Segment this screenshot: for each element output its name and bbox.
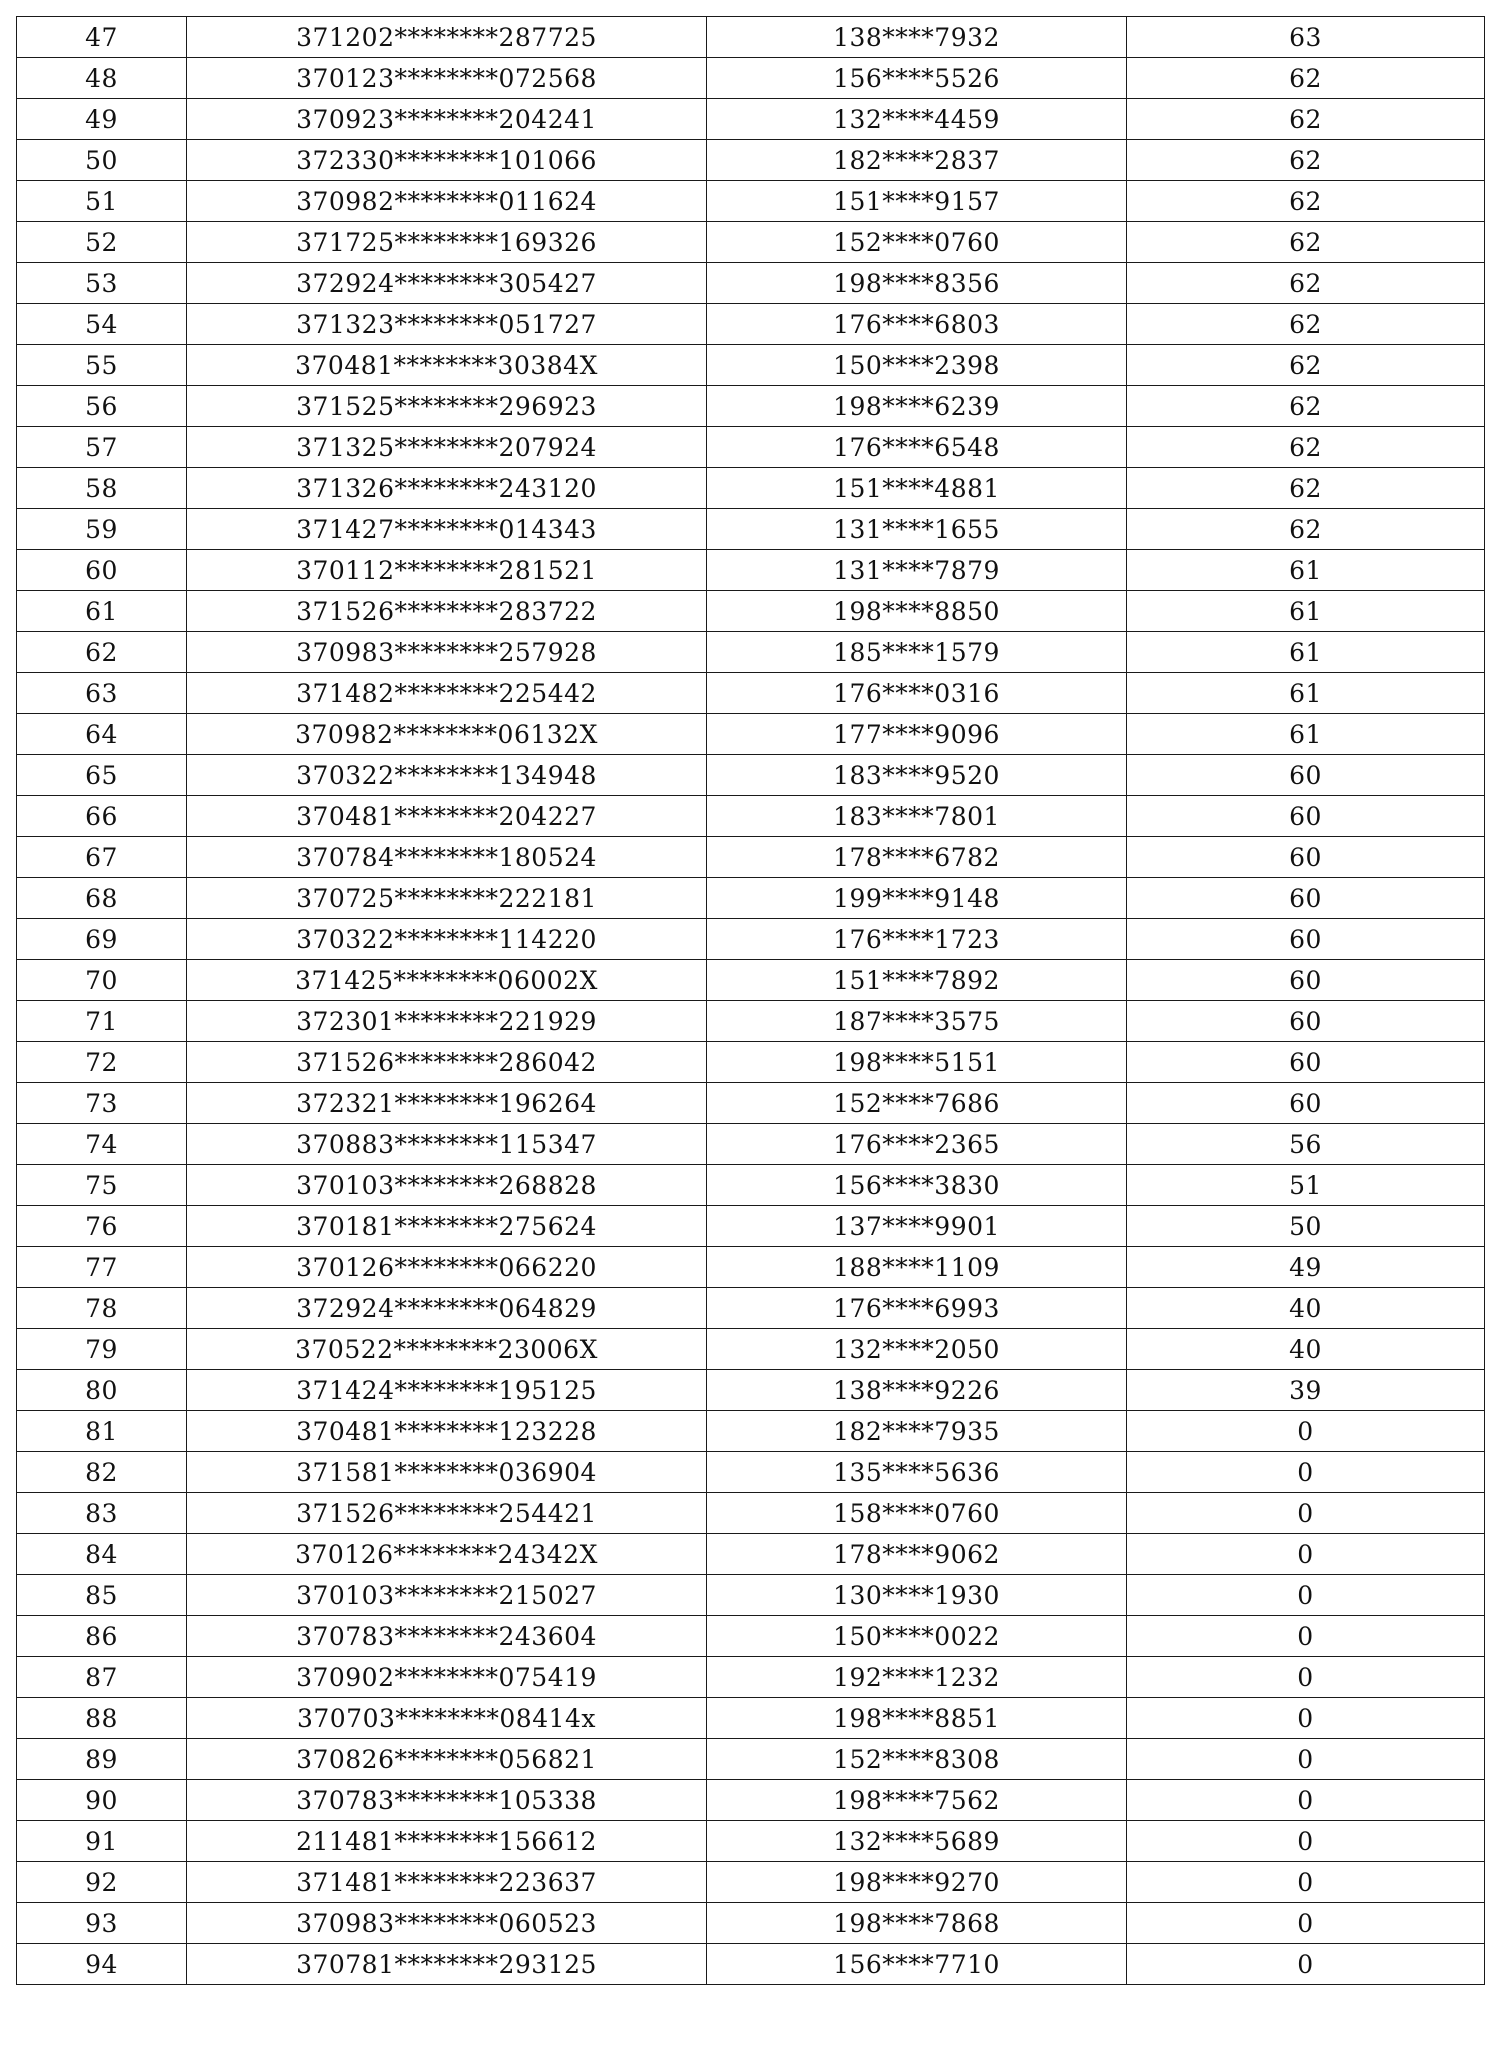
- table-row: [17, 1657, 1485, 1698]
- cell-id-number: 370902********075419: [187, 1657, 707, 1698]
- cell-phone: 176****1723: [707, 919, 1127, 960]
- cell-score: 62: [1127, 509, 1485, 550]
- cell-id-number: 372924********064829: [187, 1288, 707, 1329]
- table-row: [17, 58, 1485, 99]
- cell-id-number: 371323********051727: [187, 304, 707, 345]
- cell-row-number: 72: [17, 1042, 187, 1083]
- cell-id-number: 372924********305427: [187, 263, 707, 304]
- cell-id-number: 370126********066220: [187, 1247, 707, 1288]
- table-row: [17, 1452, 1485, 1493]
- cell-row-number: 54: [17, 304, 187, 345]
- cell-row-number: 93: [17, 1903, 187, 1944]
- table-row: [17, 837, 1485, 878]
- cell-id-number: 372330********101066: [187, 140, 707, 181]
- table-row: [17, 1124, 1485, 1165]
- cell-score: 0: [1127, 1452, 1485, 1493]
- cell-row-number: 59: [17, 509, 187, 550]
- cell-row-number: 67: [17, 837, 187, 878]
- cell-row-number: 76: [17, 1206, 187, 1247]
- cell-phone: 132****2050: [707, 1329, 1127, 1370]
- cell-row-number: 53: [17, 263, 187, 304]
- cell-row-number: 49: [17, 99, 187, 140]
- cell-phone: 198****7868: [707, 1903, 1127, 1944]
- cell-score: 61: [1127, 673, 1485, 714]
- cell-row-number: 88: [17, 1698, 187, 1739]
- cell-row-number: 56: [17, 386, 187, 427]
- cell-id-number: 370481********204227: [187, 796, 707, 837]
- cell-id-number: 370481********30384X: [187, 345, 707, 386]
- table-row: [17, 1780, 1485, 1821]
- cell-score: 62: [1127, 263, 1485, 304]
- cell-phone: 177****9096: [707, 714, 1127, 755]
- cell-id-number: 370923********204241: [187, 99, 707, 140]
- cell-id-number: 372301********221929: [187, 1001, 707, 1042]
- cell-id-number: 371202********287725: [187, 17, 707, 58]
- cell-phone: 138****9226: [707, 1370, 1127, 1411]
- table-row: [17, 550, 1485, 591]
- cell-row-number: 94: [17, 1944, 187, 1985]
- cell-phone: 183****7801: [707, 796, 1127, 837]
- cell-phone: 198****8851: [707, 1698, 1127, 1739]
- cell-phone: 158****0760: [707, 1493, 1127, 1534]
- cell-score: 40: [1127, 1329, 1485, 1370]
- cell-score: 62: [1127, 99, 1485, 140]
- cell-row-number: 77: [17, 1247, 187, 1288]
- table-row: [17, 878, 1485, 919]
- cell-score: 0: [1127, 1944, 1485, 1985]
- cell-phone: 152****7686: [707, 1083, 1127, 1124]
- table-row: [17, 1862, 1485, 1903]
- cell-score: 61: [1127, 632, 1485, 673]
- cell-row-number: 68: [17, 878, 187, 919]
- table-row: [17, 345, 1485, 386]
- cell-score: 39: [1127, 1370, 1485, 1411]
- table-row: [17, 1616, 1485, 1657]
- cell-phone: 176****0316: [707, 673, 1127, 714]
- cell-phone: 152****8308: [707, 1739, 1127, 1780]
- cell-row-number: 62: [17, 632, 187, 673]
- cell-score: 0: [1127, 1534, 1485, 1575]
- cell-phone: 156****7710: [707, 1944, 1127, 1985]
- table-row: [17, 17, 1485, 58]
- cell-id-number: 371581********036904: [187, 1452, 707, 1493]
- table-body: [17, 17, 1485, 1985]
- table-row: [17, 919, 1485, 960]
- table-row: [17, 1001, 1485, 1042]
- cell-row-number: 80: [17, 1370, 187, 1411]
- table-row: [17, 1903, 1485, 1944]
- cell-score: 62: [1127, 181, 1485, 222]
- table-row: [17, 960, 1485, 1001]
- cell-row-number: 85: [17, 1575, 187, 1616]
- cell-phone: 151****4881: [707, 468, 1127, 509]
- table-row: [17, 1288, 1485, 1329]
- cell-score: 51: [1127, 1165, 1485, 1206]
- cell-row-number: 84: [17, 1534, 187, 1575]
- table-row: [17, 1739, 1485, 1780]
- cell-score: 60: [1127, 1083, 1485, 1124]
- cell-phone: 187****3575: [707, 1001, 1127, 1042]
- cell-row-number: 75: [17, 1165, 187, 1206]
- cell-phone: 176****6803: [707, 304, 1127, 345]
- cell-row-number: 79: [17, 1329, 187, 1370]
- table-row: [17, 181, 1485, 222]
- cell-phone: 182****7935: [707, 1411, 1127, 1452]
- cell-score: 0: [1127, 1903, 1485, 1944]
- table-row: [17, 427, 1485, 468]
- cell-id-number: 370103********215027: [187, 1575, 707, 1616]
- cell-id-number: 371526********286042: [187, 1042, 707, 1083]
- cell-row-number: 73: [17, 1083, 187, 1124]
- cell-id-number: 370983********257928: [187, 632, 707, 673]
- cell-phone: 199****9148: [707, 878, 1127, 919]
- table-row: [17, 714, 1485, 755]
- cell-phone: 156****5526: [707, 58, 1127, 99]
- cell-score: 62: [1127, 58, 1485, 99]
- table-row: [17, 263, 1485, 304]
- cell-id-number: 370126********24342X: [187, 1534, 707, 1575]
- cell-row-number: 71: [17, 1001, 187, 1042]
- table-row: [17, 1370, 1485, 1411]
- cell-row-number: 63: [17, 673, 187, 714]
- cell-row-number: 81: [17, 1411, 187, 1452]
- cell-phone: 183****9520: [707, 755, 1127, 796]
- cell-score: 0: [1127, 1780, 1485, 1821]
- table-row: [17, 796, 1485, 837]
- table-row: [17, 673, 1485, 714]
- cell-id-number: 370982********011624: [187, 181, 707, 222]
- cell-score: 62: [1127, 468, 1485, 509]
- table-row: [17, 386, 1485, 427]
- cell-score: 63: [1127, 17, 1485, 58]
- cell-row-number: 64: [17, 714, 187, 755]
- cell-phone: 151****7892: [707, 960, 1127, 1001]
- cell-id-number: 372321********196264: [187, 1083, 707, 1124]
- cell-id-number: 370784********180524: [187, 837, 707, 878]
- cell-row-number: 60: [17, 550, 187, 591]
- cell-score: 0: [1127, 1862, 1485, 1903]
- cell-score: 0: [1127, 1657, 1485, 1698]
- cell-row-number: 90: [17, 1780, 187, 1821]
- cell-row-number: 65: [17, 755, 187, 796]
- cell-score: 60: [1127, 878, 1485, 919]
- cell-phone: 132****5689: [707, 1821, 1127, 1862]
- cell-phone: 152****0760: [707, 222, 1127, 263]
- cell-score: 62: [1127, 386, 1485, 427]
- cell-phone: 131****1655: [707, 509, 1127, 550]
- cell-id-number: 370123********072568: [187, 58, 707, 99]
- cell-row-number: 48: [17, 58, 187, 99]
- cell-phone: 150****2398: [707, 345, 1127, 386]
- cell-row-number: 89: [17, 1739, 187, 1780]
- cell-score: 60: [1127, 919, 1485, 960]
- cell-row-number: 82: [17, 1452, 187, 1493]
- cell-score: 60: [1127, 960, 1485, 1001]
- cell-row-number: 50: [17, 140, 187, 181]
- cell-score: 0: [1127, 1698, 1485, 1739]
- cell-score: 62: [1127, 304, 1485, 345]
- cell-id-number: 370983********060523: [187, 1903, 707, 1944]
- cell-row-number: 70: [17, 960, 187, 1001]
- cell-score: 0: [1127, 1821, 1485, 1862]
- cell-row-number: 52: [17, 222, 187, 263]
- cell-id-number: 371482********225442: [187, 673, 707, 714]
- cell-phone: 176****6548: [707, 427, 1127, 468]
- cell-id-number: 370322********114220: [187, 919, 707, 960]
- cell-phone: 151****9157: [707, 181, 1127, 222]
- cell-row-number: 92: [17, 1862, 187, 1903]
- cell-row-number: 74: [17, 1124, 187, 1165]
- cell-row-number: 61: [17, 591, 187, 632]
- table-row: [17, 222, 1485, 263]
- cell-score: 60: [1127, 837, 1485, 878]
- cell-score: 50: [1127, 1206, 1485, 1247]
- score-table: [16, 16, 1485, 1985]
- table-row: [17, 1329, 1485, 1370]
- cell-phone: 135****5636: [707, 1452, 1127, 1493]
- table-row: [17, 1206, 1485, 1247]
- cell-score: 60: [1127, 796, 1485, 837]
- cell-row-number: 55: [17, 345, 187, 386]
- cell-id-number: 211481********156612: [187, 1821, 707, 1862]
- cell-row-number: 57: [17, 427, 187, 468]
- cell-score: 0: [1127, 1411, 1485, 1452]
- cell-phone: 198****9270: [707, 1862, 1127, 1903]
- cell-score: 61: [1127, 591, 1485, 632]
- cell-id-number: 371325********207924: [187, 427, 707, 468]
- cell-score: 62: [1127, 427, 1485, 468]
- cell-id-number: 370703********08414x: [187, 1698, 707, 1739]
- cell-phone: 198****5151: [707, 1042, 1127, 1083]
- cell-id-number: 370783********105338: [187, 1780, 707, 1821]
- cell-phone: 178****6782: [707, 837, 1127, 878]
- table-row: [17, 468, 1485, 509]
- cell-phone: 192****1232: [707, 1657, 1127, 1698]
- table-row: [17, 1247, 1485, 1288]
- cell-id-number: 371326********243120: [187, 468, 707, 509]
- cell-phone: 178****9062: [707, 1534, 1127, 1575]
- cell-id-number: 370522********23006X: [187, 1329, 707, 1370]
- cell-score: 49: [1127, 1247, 1485, 1288]
- cell-phone: 188****1109: [707, 1247, 1127, 1288]
- cell-score: 0: [1127, 1616, 1485, 1657]
- cell-phone: 176****2365: [707, 1124, 1127, 1165]
- cell-id-number: 371526********283722: [187, 591, 707, 632]
- table-row: [17, 99, 1485, 140]
- table-row: [17, 632, 1485, 673]
- cell-score: 61: [1127, 550, 1485, 591]
- cell-phone: 132****4459: [707, 99, 1127, 140]
- cell-id-number: 370783********243604: [187, 1616, 707, 1657]
- cell-phone: 176****6993: [707, 1288, 1127, 1329]
- cell-id-number: 371425********06002X: [187, 960, 707, 1001]
- cell-phone: 198****8850: [707, 591, 1127, 632]
- cell-phone: 150****0022: [707, 1616, 1127, 1657]
- cell-id-number: 370725********222181: [187, 878, 707, 919]
- cell-phone: 198****8356: [707, 263, 1127, 304]
- cell-score: 0: [1127, 1493, 1485, 1534]
- table-row: [17, 1042, 1485, 1083]
- cell-phone: 137****9901: [707, 1206, 1127, 1247]
- cell-id-number: 370826********056821: [187, 1739, 707, 1780]
- table-row: [17, 591, 1485, 632]
- table-row: [17, 1698, 1485, 1739]
- table-row: [17, 1493, 1485, 1534]
- cell-id-number: 371424********195125: [187, 1370, 707, 1411]
- table-row: [17, 1534, 1485, 1575]
- cell-id-number: 370781********293125: [187, 1944, 707, 1985]
- cell-phone: 198****6239: [707, 386, 1127, 427]
- cell-row-number: 87: [17, 1657, 187, 1698]
- cell-row-number: 91: [17, 1821, 187, 1862]
- cell-id-number: 371725********169326: [187, 222, 707, 263]
- cell-score: 62: [1127, 222, 1485, 263]
- table-row: [17, 755, 1485, 796]
- table-row: [17, 140, 1485, 181]
- table-row: [17, 1411, 1485, 1452]
- cell-phone: 198****7562: [707, 1780, 1127, 1821]
- cell-id-number: 370883********115347: [187, 1124, 707, 1165]
- cell-id-number: 371526********254421: [187, 1493, 707, 1534]
- cell-id-number: 371481********223637: [187, 1862, 707, 1903]
- cell-id-number: 370112********281521: [187, 550, 707, 591]
- cell-phone: 138****7932: [707, 17, 1127, 58]
- table-row: [17, 1165, 1485, 1206]
- cell-id-number: 371427********014343: [187, 509, 707, 550]
- table-row: [17, 1575, 1485, 1616]
- cell-row-number: 83: [17, 1493, 187, 1534]
- cell-score: 60: [1127, 755, 1485, 796]
- cell-row-number: 47: [17, 17, 187, 58]
- cell-phone: 156****3830: [707, 1165, 1127, 1206]
- cell-score: 62: [1127, 345, 1485, 386]
- cell-score: 40: [1127, 1288, 1485, 1329]
- cell-phone: 185****1579: [707, 632, 1127, 673]
- cell-id-number: 370181********275624: [187, 1206, 707, 1247]
- cell-score: 60: [1127, 1001, 1485, 1042]
- cell-id-number: 371525********296923: [187, 386, 707, 427]
- table-row: [17, 509, 1485, 550]
- cell-phone: 182****2837: [707, 140, 1127, 181]
- cell-row-number: 58: [17, 468, 187, 509]
- cell-score: 61: [1127, 714, 1485, 755]
- cell-phone: 130****1930: [707, 1575, 1127, 1616]
- cell-score: 56: [1127, 1124, 1485, 1165]
- cell-row-number: 66: [17, 796, 187, 837]
- table-row: [17, 1083, 1485, 1124]
- cell-row-number: 51: [17, 181, 187, 222]
- table-row: [17, 1944, 1485, 1985]
- cell-row-number: 69: [17, 919, 187, 960]
- cell-phone: 131****7879: [707, 550, 1127, 591]
- cell-id-number: 370103********268828: [187, 1165, 707, 1206]
- cell-id-number: 370982********06132X: [187, 714, 707, 755]
- cell-id-number: 370481********123228: [187, 1411, 707, 1452]
- cell-score: 0: [1127, 1739, 1485, 1780]
- cell-score: 62: [1127, 140, 1485, 181]
- table-row: [17, 304, 1485, 345]
- cell-score: 60: [1127, 1042, 1485, 1083]
- cell-row-number: 86: [17, 1616, 187, 1657]
- cell-score: 0: [1127, 1575, 1485, 1616]
- cell-row-number: 78: [17, 1288, 187, 1329]
- table-row: [17, 1821, 1485, 1862]
- cell-id-number: 370322********134948: [187, 755, 707, 796]
